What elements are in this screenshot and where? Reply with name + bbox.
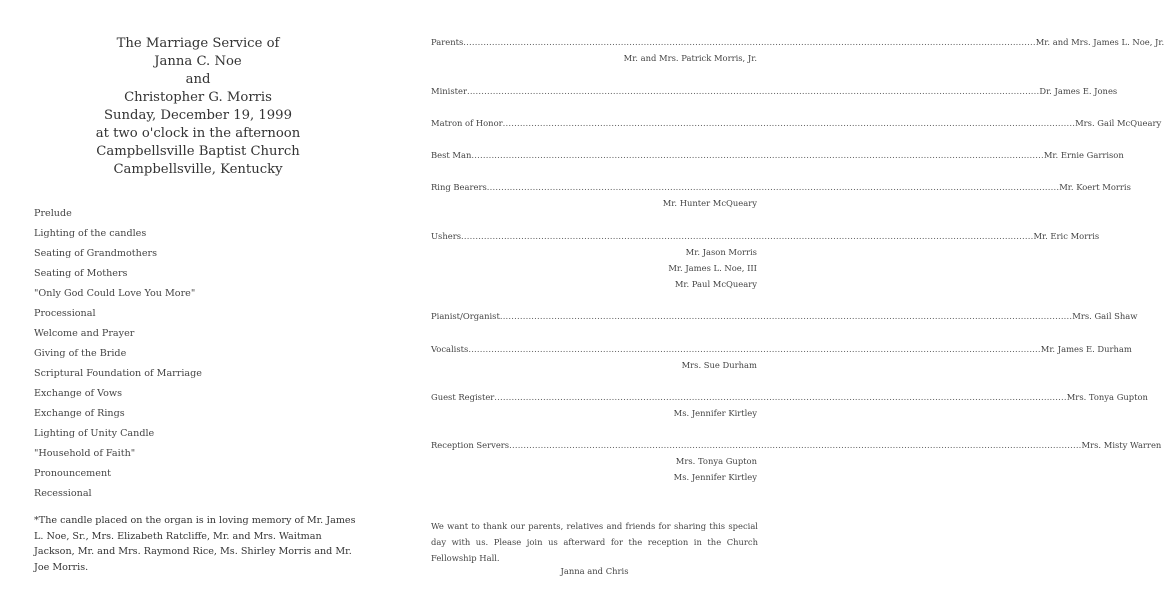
- participant-minister: [431, 83, 1118, 99]
- participant-name: Ms. Jennifer Kirtley: [673, 472, 757, 482]
- role-label: Best Man: [431, 150, 472, 160]
- participant-name: Mr. Eric Morris: [1033, 231, 1100, 241]
- participant-name: Mr. Ernie Garrison: [1043, 150, 1124, 160]
- participant-name: Mr. and Mrs. James L. Noe, Jr.: [1035, 37, 1164, 47]
- title-line: The Marriage Service of: [116, 36, 280, 51]
- program-item: Exchange of Vows: [34, 388, 123, 399]
- program-item: "Only God Could Love You More": [34, 288, 196, 299]
- participant-name: Mr. Paul McQueary: [674, 279, 757, 289]
- program-item: Prelude: [34, 208, 72, 219]
- participant-name: Dr. James E. Jones: [1039, 86, 1118, 96]
- program-item: Recessional: [34, 488, 92, 499]
- program-item: Seating of Grandmothers: [34, 248, 158, 259]
- dot-leader: ........................................................................................................................................................................................................: [509, 440, 1082, 450]
- dot-leader: ........................................................................................................................................................................................................: [468, 344, 1041, 354]
- dot-leader: ........................................................................................................................................................................................................: [461, 231, 1034, 241]
- participant-matron-of-honor: [431, 115, 1162, 131]
- dot-leader: ........................................................................................................................................................................................................: [466, 86, 1040, 96]
- participant-name: Mr. Hunter McQueary: [662, 198, 757, 208]
- program-item: Processional: [34, 308, 96, 319]
- role-label: Vocalists: [431, 344, 469, 354]
- program-item: Giving of the Bride: [34, 348, 127, 359]
- program-item: Lighting of the candles: [34, 228, 147, 239]
- program-item: Scriptural Foundation of Marriage: [34, 368, 202, 379]
- participant-name: Mrs. Sue Durham: [681, 360, 757, 370]
- role-label: Guest Register: [431, 392, 495, 402]
- program-item: Lighting of Unity Candle: [34, 428, 155, 439]
- participant-parents: [431, 34, 1164, 66]
- dot-leader: ........................................................................................................................................................................................................: [502, 118, 1076, 128]
- program-item: Pronouncement: [34, 468, 111, 479]
- participant-name: Mr. and Mrs. Patrick Morris, Jr.: [623, 53, 757, 63]
- ceremony-time: at two o'clock in the afternoon: [95, 126, 301, 141]
- participant-guest-register: [431, 389, 1148, 421]
- memorial-note: *The candle placed on the organ is in loving memory of Mr. James L. Noe, Sr., Mrs. Elizabeth Ratcliffe, Mr. and Mrs. Waitman Jackson, Mr. and Mrs. Raymond Rice, Ms. Shirley Morris and Mr. Joe Morris.: [34, 515, 356, 573]
- title-conjunction: and: [185, 72, 211, 87]
- participant-reception-servers: [431, 437, 1162, 485]
- role-label: Reception Servers: [431, 440, 510, 450]
- dot-leader: ........................................................................................................................................................................................................: [471, 150, 1044, 160]
- role-label: Parents: [431, 37, 464, 47]
- participant-name: Ms. Jennifer Kirtley: [673, 408, 757, 418]
- participant-name: Mrs. Gail McQueary: [1075, 118, 1162, 128]
- program-item: Seating of Mothers: [34, 268, 128, 279]
- program-item: "Household of Faith": [34, 448, 136, 459]
- role-label: Minister: [431, 86, 467, 96]
- participant-name: Mr. James L. Noe, III: [668, 263, 757, 273]
- ceremony-venue: Campbellsville Baptist Church: [96, 144, 300, 159]
- couple-signoff: Janna and Chris: [560, 566, 629, 576]
- ceremony-location: Campbellsville, Kentucky: [113, 162, 283, 177]
- participant-name: Mrs. Tonya Gupton: [675, 456, 757, 466]
- participant-vocalists: [431, 341, 1132, 373]
- participant-name: Mr. James E. Durham: [1040, 344, 1132, 354]
- dot-leader: ........................................................................................................................................................................................................: [463, 37, 1036, 47]
- participant-pianist-organist: [431, 308, 1138, 324]
- participant-name: Mrs. Misty Warren: [1081, 440, 1162, 450]
- thank-you-note: We want to thank our parents, relatives and friends for sharing this special day with us. Please join us afterward for the reception in the Church Fellowship Hall.: [431, 521, 758, 563]
- role-label: Ushers: [431, 231, 462, 241]
- dot-leader: ........................................................................................................................................................................................................: [486, 182, 1060, 192]
- role-label: Pianist/Organist: [431, 311, 500, 321]
- participant-name: Mr. Jason Morris: [685, 247, 757, 257]
- left-panel: [0, 0, 396, 612]
- dot-leader: ........................................................................................................................................................................................................: [494, 392, 1067, 402]
- participant-name: Mrs. Tonya Gupton: [1066, 392, 1148, 402]
- program-item: Welcome and Prayer: [34, 328, 135, 339]
- participant-best-man: [431, 147, 1124, 163]
- dot-leader: ........................................................................................................................................................................................................: [499, 311, 1073, 321]
- ceremony-date: Sunday, December 19, 1999: [104, 108, 292, 123]
- ceremony-title-block: [0, 35, 396, 179]
- participant-ring-bearers: [431, 179, 1131, 211]
- participant-name: Mrs. Gail Shaw: [1072, 311, 1138, 321]
- role-label: Ring Bearers: [431, 182, 487, 192]
- bride-name: Janna C. Noe: [154, 54, 242, 69]
- groom-name: Christopher G. Morris: [124, 90, 272, 105]
- participant-name: Mr. Koert Morris: [1059, 182, 1131, 192]
- role-label: Matron of Honor: [431, 118, 503, 128]
- order-of-service: [34, 204, 202, 504]
- participant-ushers: [431, 228, 1100, 292]
- program-item: Exchange of Rings: [34, 408, 125, 419]
